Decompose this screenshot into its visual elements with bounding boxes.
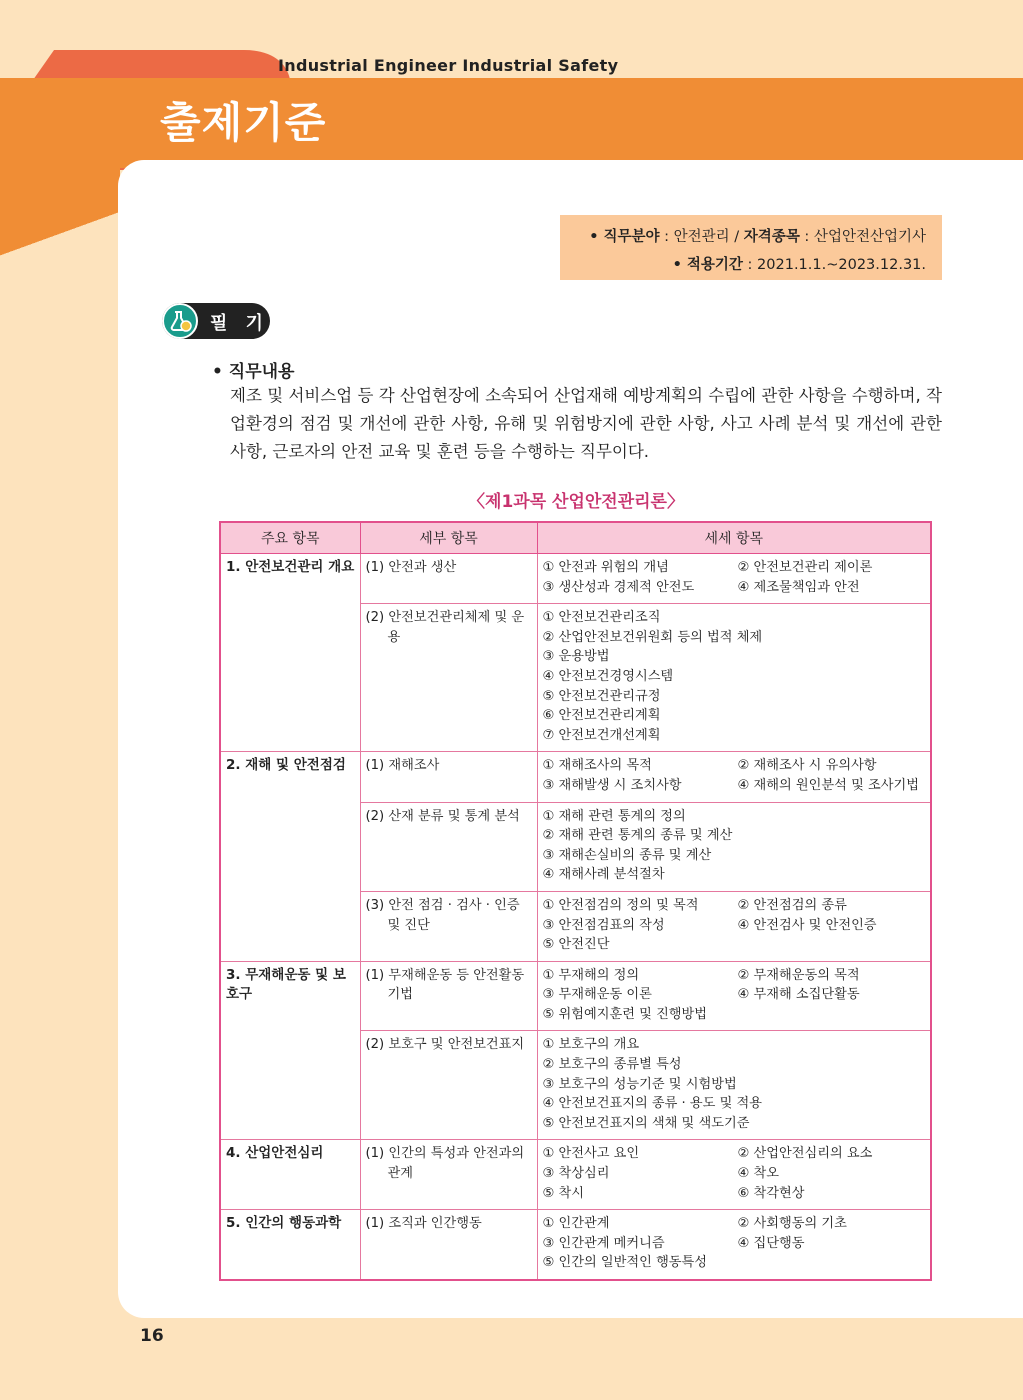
detail-item: ① 안전점검의 정의 및 목적 [542, 897, 699, 913]
qualification-value: : 산업안전산업기사 [799, 229, 926, 245]
detail-item: ⑤ 안전보건표지의 색채 및 색도기준 [542, 1115, 750, 1131]
detail-item: ① 재해 관련 통계의 정의 [542, 808, 686, 824]
main-item-cell [220, 802, 360, 891]
detail-item: ④ 무재해 소집단활동 [737, 987, 860, 1003]
detail-item: ② 사회행동의 기초 [737, 1216, 847, 1232]
side-decoration [0, 150, 120, 370]
table-row [220, 961, 931, 1031]
header-decoration-band [0, 78, 1023, 168]
main-item-cell [220, 604, 360, 752]
header-main-item: 주요 항목 [220, 522, 360, 554]
detail-item: ③ 무재해운동 이론 [542, 987, 652, 1003]
detail-item: ③ 보호구의 성능기준 및 시험방법 [542, 1076, 737, 1092]
detail-item: ④ 재해의 원인분석 및 조사기법 [737, 777, 919, 793]
detail-item-cell [537, 961, 931, 1031]
detail-item: ② 안전보건관리 제이론 [737, 560, 873, 575]
detail-item: ⑦ 안전보건개선계획 [542, 727, 661, 743]
table-header-row [220, 522, 931, 554]
detail-list [543, 966, 926, 1025]
period-value: : 2021.1.1.~2023.12.31. [742, 257, 926, 273]
table-row [220, 802, 931, 891]
detail-item: ① 인간관계 [542, 1216, 610, 1232]
header-sub-item: 세부 항목 [360, 522, 537, 554]
info-line-period [673, 253, 926, 274]
sub-item-cell [360, 891, 537, 961]
sub-item-cell [360, 752, 537, 802]
detail-item: ⑥ 안전보건관리계획 [542, 708, 661, 724]
page-title: 출제기준 [160, 98, 327, 147]
detail-list [543, 558, 926, 597]
detail-list [543, 807, 926, 885]
detail-item: ① 안전사고 요인 [542, 1146, 640, 1162]
field-value: : 안전관리 / [659, 229, 744, 245]
sub-item-text: (1) 무재해운동 등 안전활동 기법 [365, 967, 525, 1003]
detail-list [543, 1035, 926, 1133]
sub-item-text: (1) 안전과 생산 [365, 560, 457, 575]
detail-item: ⑥ 착각현상 [737, 1185, 805, 1201]
detail-item: ⑤ 안전진단 [542, 937, 610, 953]
detail-item-cell [537, 752, 931, 802]
duty-description: 제조 및 서비스업 등 각 산업현장에 소속되어 산업재해 예방계획의 수립에 관한 사항을 수행하며, 작업환경의 점검 및 개선에 관한 사항, 유해 및 위험방지에 관한 사항, 사고 사례 분석 및 개선에 관한 사항, 근로자의 안전 교육 및 훈련 등을 수행하는 직무이다. [230, 386, 942, 461]
detail-item: ⑤ 안전보건관리규정 [542, 688, 661, 704]
main-item-cell: 3. 무재해운동 및 보호구 [220, 961, 360, 1031]
detail-item: ④ 안전보건경영시스템 [542, 668, 674, 684]
field-label: • 직무분야 [589, 229, 660, 245]
sub-item-cell [360, 1140, 537, 1210]
duty-heading: • 직무내용 [212, 362, 295, 382]
detail-item: ③ 재해손실비의 종류 및 계산 [542, 847, 712, 863]
detail-item: ① 재해조사의 목적 [542, 758, 652, 774]
header-subtitle: Industrial Engineer Industrial Safety [278, 56, 619, 75]
detail-item: ③ 생산성과 경제적 안전도 [542, 579, 695, 595]
detail-item: ④ 안전보건표지의 종류 · 용도 및 적용 [542, 1096, 763, 1112]
sub-item-text: (1) 재해조사 [365, 758, 440, 774]
written-exam-badge [162, 303, 270, 339]
detail-item: ③ 인간관계 메커니즘 [542, 1235, 665, 1251]
badge-label: 필 기 [210, 313, 270, 334]
detail-item: ② 안전점검의 종류 [737, 897, 847, 913]
page-number: 16 [140, 1326, 164, 1346]
detail-item: ① 보호구의 개요 [542, 1037, 640, 1053]
detail-item-cell [537, 1210, 931, 1280]
info-line-field [589, 225, 926, 246]
main-item-cell: 2. 재해 및 안전점검 [220, 752, 360, 802]
detail-item: ③ 착상심리 [542, 1166, 610, 1182]
sub-item-cell [360, 1210, 537, 1280]
main-item-cell [220, 891, 360, 961]
table-row [220, 554, 931, 604]
detail-list [543, 896, 926, 955]
detail-item: ⑤ 인간의 일반적인 행동특성 [542, 1255, 708, 1271]
detail-item: ③ 재해발생 시 조치사항 [542, 777, 682, 793]
main-item-cell: 4. 산업안전심리 [220, 1140, 360, 1210]
sub-item-text: (1) 인간의 특성과 안전과의 관계 [365, 1146, 525, 1182]
detail-item: ① 무재해의 정의 [542, 967, 640, 983]
detail-item: ⑤ 위험예지훈련 및 진행방법 [542, 1006, 708, 1022]
table-row [220, 752, 931, 802]
table-row [220, 1210, 931, 1280]
detail-item-cell [537, 554, 931, 604]
table-row [220, 604, 931, 752]
detail-list [543, 608, 926, 745]
detail-item: ② 보호구의 종류별 특성 [542, 1057, 682, 1073]
table-row [220, 1031, 931, 1140]
detail-item: ② 산업안전보건위원회 등의 법적 체제 [542, 629, 763, 645]
detail-item: ⑤ 착시 [542, 1185, 584, 1201]
table-row [220, 1140, 931, 1210]
qualification-info-box [560, 215, 942, 280]
detail-item: ④ 안전검사 및 안전인증 [737, 917, 877, 933]
detail-item: ② 산업안전심리의 요소 [737, 1146, 873, 1162]
sub-item-text: (3) 안전 점검 · 검사 · 인증 및 진단 [365, 897, 520, 933]
syllabus-table [219, 521, 932, 1281]
sub-item-cell [360, 961, 537, 1031]
main-item-cell: 1. 안전보건관리 개요 [220, 554, 360, 604]
period-label: • 적용기간 [672, 257, 743, 273]
sub-item-cell [360, 802, 537, 891]
main-item-cell: 5. 인간의 행동과학 [220, 1210, 360, 1280]
flask-icon [162, 303, 198, 339]
sub-item-cell [360, 554, 537, 604]
detail-item-cell [537, 604, 931, 752]
detail-item: ④ 재해사례 분석절차 [542, 867, 665, 883]
sub-item-text: (2) 안전보건관리체제 및 운용 [365, 610, 525, 645]
detail-item: ③ 안전점검표의 작성 [542, 917, 665, 933]
sub-item-cell [360, 1031, 537, 1140]
sub-item-cell [360, 604, 537, 752]
detail-item: ③ 운용방법 [542, 649, 610, 665]
main-item-cell [220, 1031, 360, 1140]
sub-item-text: (1) 조직과 인간행동 [365, 1216, 482, 1232]
detail-item-cell [537, 1031, 931, 1140]
detail-item: ① 안전과 위험의 개념 [542, 560, 669, 575]
detail-item-cell [537, 802, 931, 891]
detail-item-cell [537, 891, 931, 961]
detail-list [543, 1144, 926, 1203]
sub-item-text: (2) 보호구 및 안전보건표지 [365, 1037, 525, 1053]
detail-item: ① 안전보건관리조직 [542, 610, 661, 626]
detail-item-cell [537, 1140, 931, 1210]
detail-item: ② 재해 관련 통계의 종류 및 계산 [542, 828, 733, 844]
detail-item: ④ 집단행동 [737, 1235, 805, 1251]
table-caption: 〈제1과목 산업안전관리론〉 [468, 492, 684, 512]
table-row [220, 891, 931, 961]
detail-list [543, 756, 926, 795]
detail-item: ② 무재해운동의 목적 [737, 967, 860, 983]
qualification-label: 자격종목 [743, 229, 800, 245]
detail-item: ④ 착오 [737, 1166, 779, 1182]
detail-list [543, 1214, 926, 1273]
header-detail-item: 세세 항목 [537, 522, 931, 554]
sub-item-text: (2) 산재 분류 및 통계 분석 [365, 808, 520, 824]
detail-item: ② 재해조사 시 유의사항 [737, 758, 877, 774]
detail-item: ④ 제조물책임과 안전 [737, 579, 860, 595]
